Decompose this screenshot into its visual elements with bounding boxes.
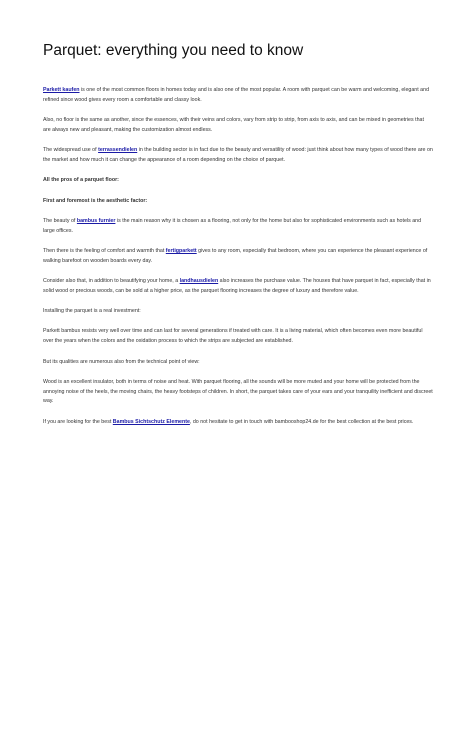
document-body: [43, 86, 433, 438]
heading-aesthetic: First and foremost is the aesthetic factor:: [43, 197, 148, 204]
paragraph-text: , do not hesitate to get in touch with bambooshop24.de for the best collection at the best prices.: [189, 418, 414, 425]
link-terrassendielen[interactable]: terrassendielen: [98, 147, 138, 154]
paragraph-text: The widespread use of: [43, 147, 99, 154]
paragraph-intro: [43, 86, 433, 106]
paragraph-insulator: Wood is an excellent insulator, both in terms of noise and heat. With parquet flooring, all the sounds will be more muted and your home will be protected from the annoying noise of the heels, the moving chairs, the heavy footsteps of children. In short, the parquet takes care of your ears and your tranquility inefficient and discreet way.: [43, 378, 433, 405]
paragraph-technical: But its qualities are numerous also from the technical point of view:: [43, 358, 200, 365]
paragraph-widespread-use: [43, 146, 433, 166]
paragraph-text: gives to any room, especially that bedroom, where you can experience the pleasant experience of walking barefoot on wooden boards every day.: [43, 247, 428, 264]
paragraph-text: Consider also that, in addition to beautifying your home, a: [43, 278, 180, 285]
paragraph-text: also increases the purchase value. The houses that have parquet in fact, especially that in solid wood or precious woods, can be sold at a higher price, as the parquet flooring increases the degree of luxury and therefore value.: [43, 278, 431, 294]
paragraph-comfort: [43, 247, 433, 267]
heading-pros: All the pros of a parquet floor:: [43, 177, 119, 184]
paragraph-text: The beauty of: [43, 217, 77, 224]
paragraph-text: If you are looking for the best: [43, 418, 113, 425]
page-title: Parquet: everything you need to know: [43, 42, 304, 59]
link-bambus-sichtschutz[interactable]: Bambus Sichtschutz Elemente: [112, 418, 190, 425]
paragraph-text: Then there is the feeling of comfort and warmth that: [43, 247, 166, 254]
link-parkett-kaufen[interactable]: Parkett kaufen: [43, 87, 80, 93]
paragraph-text: is the main reason why it is chosen as a flooring, not only for the home but also for sophisticated environments such as hotels and large offices.: [43, 217, 422, 234]
link-landhausdielen[interactable]: landhausdielen: [179, 278, 219, 285]
paragraph-value: [43, 277, 433, 297]
paragraph-durability: Parkett bambus resists very well over time and can last for several generations if treated with care. It is a living material, which often becomes even more beautiful over the years when the colors and the oxidation process to which the strips are subjected are established.: [43, 328, 423, 345]
paragraph-investment: Installing the parquet is a real investment:: [43, 308, 141, 315]
paragraph-text: is one of the most common floors in homes today and is also one of the most popular. A room with parquet can be warm and welcoming, elegant and refined since wood gives every room a comfortable and classy look.: [43, 87, 430, 103]
paragraph-text: in the building sector is in fact due to the beauty and versatility of wood: just think about how many types of wood there are on the market and how much it can change the appearance of a room depending on the choice of parquet.: [43, 147, 433, 163]
link-bambus-furnier[interactable]: bambus furnier: [76, 217, 116, 224]
paragraph-closing: [43, 418, 433, 428]
paragraph-beauty: [43, 217, 433, 237]
link-fertigparkett[interactable]: fertigparkett: [165, 247, 197, 254]
paragraph-no-floor-same: Also, no floor is the same as another, since the essences, with their veins and colors, vary from strip to strip, from axis to axis, and can be mixed in geometries that are always new and pleasant, making the customization almost endless.: [43, 117, 424, 133]
